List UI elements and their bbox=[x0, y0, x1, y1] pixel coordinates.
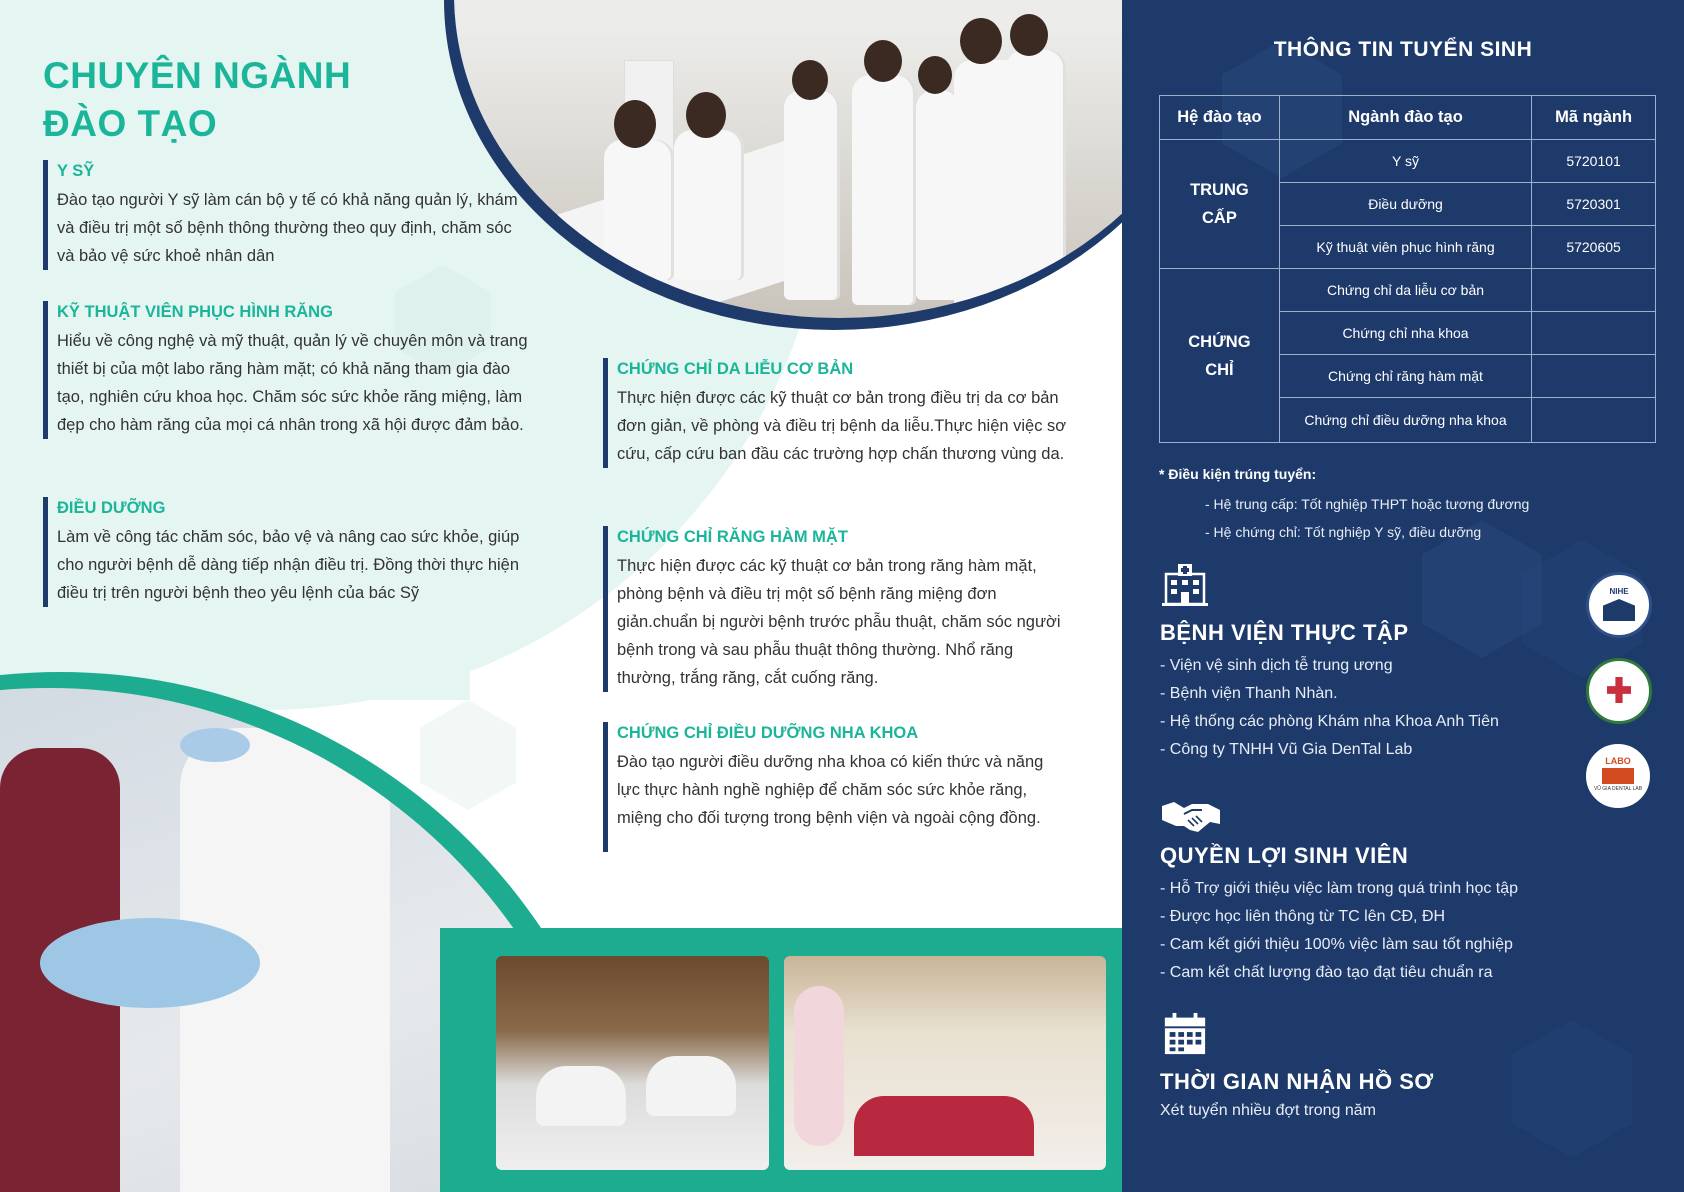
decorative-hexagon bbox=[1512, 1020, 1632, 1158]
main-title-line-2: ĐÀO TẠO bbox=[43, 103, 218, 144]
photo-person-head bbox=[864, 40, 902, 82]
logo-text-bottom: VŨ GIA DENTAL LAB bbox=[1593, 786, 1643, 792]
section-body: Thực hiện được các kỹ thuật cơ bản trong răng hàm mặt, phòng bệnh và điều trị một số bệnh răng miệng đơn giản.chuẩn bị người bệnh trước phẫu thuật, chăm sóc người bệnh trong và sau phẫu thuật thông thường. Nhổ răng thường, trắng răng, cắt cuống răng. bbox=[617, 557, 1061, 687]
table-header: Mã ngành bbox=[1532, 96, 1656, 140]
main-title-line-1: CHUYÊN NGÀNH bbox=[43, 55, 352, 96]
list-item: - Công ty TNHH Vũ Gia DenTal Lab bbox=[1160, 741, 1413, 758]
table-cell-code bbox=[1532, 269, 1656, 312]
benefits-section-title: QUYỀN LỢI SINH VIÊN bbox=[1160, 843, 1409, 868]
table-cell-code bbox=[1532, 398, 1656, 443]
section-heading: CHỨNG CHỈ RĂNG HÀM MẶT bbox=[617, 528, 848, 546]
section-heading: CHỨNG CHỈ DA LIỄU CƠ BẢN bbox=[617, 360, 854, 378]
section-body: Thực hiện được các kỹ thuật cơ bản trong điều trị da cơ bản đơn giản, về phòng và điều trị bệnh da liễu.Thực hiện việc sơ cứu, cấp cứu ban đầu các trường hợp chấn thương vùng da. bbox=[617, 389, 1067, 463]
gate-icon bbox=[1603, 599, 1635, 621]
table-cell-name: Chứng chỉ răng hàm mặt bbox=[1279, 355, 1531, 398]
group-label-line: CẤP bbox=[1201, 209, 1237, 227]
photo-person bbox=[1006, 50, 1066, 300]
clinic-photo-2 bbox=[784, 956, 1106, 1170]
list-item: - Hệ thống các phòng Khám nha Khoa Anh Tiên bbox=[1160, 713, 1499, 730]
photo-person-head bbox=[918, 56, 952, 94]
table-header: Hệ đào tạo bbox=[1160, 96, 1280, 140]
photo-person-head bbox=[792, 60, 828, 100]
time-text: Xét tuyển nhiều đợt trong năm bbox=[1160, 1102, 1376, 1119]
table-cell-code: 5720301 bbox=[1532, 183, 1656, 226]
group-label-line: CHỨNG bbox=[1188, 332, 1251, 351]
section-heading: KỸ THUẬT VIÊN PHỤC HÌNH RĂNG bbox=[57, 303, 333, 321]
main-title bbox=[43, 52, 351, 148]
table-cell-name: Y sỹ bbox=[1279, 140, 1531, 183]
calendar-icon bbox=[1162, 1012, 1208, 1056]
nihe-logo-text: NIHE bbox=[1609, 587, 1629, 596]
decorative-hexagon bbox=[420, 700, 516, 810]
table-cell-code bbox=[1532, 312, 1656, 355]
list-item: - Bệnh viện Thanh Nhàn. bbox=[1160, 685, 1338, 702]
table-cell-code: 5720605 bbox=[1532, 226, 1656, 269]
photo-dental-chair bbox=[646, 1056, 736, 1116]
time-section-title: THỜI GIAN NHẬN HỒ SƠ bbox=[1160, 1069, 1434, 1094]
condition-item: - Hệ chứng chỉ: Tốt nghiệp Y sỹ, điều dưỡng bbox=[1205, 524, 1482, 540]
table-cell-name: Kỹ thuật viên phục hình răng bbox=[1279, 226, 1531, 269]
conditions-heading: * Điều kiện trúng tuyển: bbox=[1159, 466, 1317, 482]
group-label-trung-cap bbox=[1160, 140, 1280, 269]
handshake-icon bbox=[1162, 800, 1220, 834]
photo-dental-chair bbox=[536, 1066, 626, 1126]
medical-cross-icon bbox=[1607, 677, 1631, 703]
list-item: - Cam kết chất lượng đào tạo đạt tiêu chuẩn ra bbox=[1160, 964, 1493, 981]
section-body: Đào tạo người Y sỹ làm cán bộ y tế có khả năng quản lý, khám và điều trị một số bệnh thông thường theo quy định, chăm sóc và bảo vệ sức khoẻ nhân dân bbox=[57, 191, 518, 265]
section-heading: CHỨNG CHỈ ĐIỀU DƯỠNG NHA KHOA bbox=[617, 724, 919, 742]
admission-title: THÔNG TIN TUYỂN SINH bbox=[1273, 38, 1533, 61]
thanh-nhan-hospital-logo bbox=[1586, 658, 1652, 724]
photo-staff-group bbox=[854, 1096, 1034, 1156]
section-ky-thuat-vien-phuc-hinh-rang bbox=[43, 301, 537, 439]
photo-person-head bbox=[614, 100, 656, 148]
section-body: Hiểu về công nghệ và mỹ thuật, quản lý về chuyên môn và trang thiết bị của một labo răng hàm mặt; có khả năng tham gia đào tạo, nghiên cứu khoa học. Chăm sóc sức khỏe răng miệng, làm đẹp cho hàm răng của mọi cá nhân trong xã hội được đảm bảo. bbox=[57, 332, 528, 434]
benefits-list bbox=[1160, 875, 1518, 987]
photo-person bbox=[784, 90, 840, 300]
hospital-icon bbox=[1162, 562, 1208, 606]
list-item: - Hỗ Trợ giới thiệu việc làm trong quá trình học tập bbox=[1160, 880, 1519, 897]
list-item: - Viện vệ sinh dịch tễ trung ương bbox=[1160, 657, 1393, 674]
photo-person-head bbox=[1010, 14, 1048, 56]
section-heading: Y SỸ bbox=[57, 162, 95, 180]
photo-patient-cap bbox=[40, 918, 260, 1008]
section-y-sy bbox=[43, 160, 527, 270]
photo-person bbox=[604, 140, 674, 280]
group-label-line: CHỈ bbox=[1205, 360, 1234, 379]
table-row bbox=[1160, 269, 1656, 312]
section-body: Đào tạo người điều dưỡng nha khoa có kiến thức và năng lực thực hành nghề nghiệp để chăm sóc sức khỏe răng, miệng cho đối tượng trong bệnh viện và ngoài cộng đồng. bbox=[617, 753, 1044, 827]
table-header-row bbox=[1160, 96, 1656, 140]
table-header: Ngành đào tạo bbox=[1279, 96, 1531, 140]
list-item: - Cam kết giới thiệu 100% việc làm sau tốt nghiệp bbox=[1160, 936, 1513, 953]
hospital-list bbox=[1160, 652, 1499, 764]
photo-person bbox=[852, 75, 916, 305]
section-body: Làm về công tác chăm sóc, bảo vệ và nâng cao sức khỏe, giúp cho người bệnh dễ dàng tiếp nhận điều trị. Đồng thời thực hiện điều trị trên người bệnh theo yêu lệnh của bác Sỹ bbox=[57, 528, 520, 602]
table-cell-name: Chứng chỉ da liễu cơ bản bbox=[1279, 269, 1531, 312]
hospital-section-title: BỆNH VIỆN THỰC TẬP bbox=[1160, 620, 1409, 645]
photo-person bbox=[674, 130, 744, 280]
clinic-photo-1 bbox=[496, 956, 769, 1170]
nihe-logo bbox=[1586, 572, 1652, 638]
group-label-line: TRUNG bbox=[1190, 181, 1249, 199]
students-photo-image bbox=[454, 0, 1122, 318]
vu-gia-dental-lab-logo bbox=[1586, 744, 1650, 808]
condition-item: - Hệ trung cấp: Tốt nghiệp THPT hoặc tương đương bbox=[1205, 496, 1530, 512]
table-cell-name: Điều dưỡng bbox=[1279, 183, 1531, 226]
table-cell-name: Chứng chỉ điều dưỡng nha khoa bbox=[1279, 398, 1531, 443]
table-cell-code: 5720101 bbox=[1532, 140, 1656, 183]
section-chung-chi-da-lieu bbox=[603, 358, 1067, 468]
table-row bbox=[1160, 140, 1656, 183]
photo-person-head bbox=[686, 92, 726, 138]
photo-person-head bbox=[960, 18, 1002, 64]
table-cell-name: Chứng chỉ nha khoa bbox=[1279, 312, 1531, 355]
photo-flowers bbox=[794, 986, 844, 1146]
table-cell-code bbox=[1532, 355, 1656, 398]
group-label-chung-chi bbox=[1160, 269, 1280, 443]
logo-mark bbox=[1602, 768, 1634, 784]
section-chung-chi-dieu-duong-nha-khoa bbox=[603, 722, 1067, 852]
students-photo bbox=[444, 0, 1122, 330]
section-dieu-duong bbox=[43, 497, 532, 607]
section-heading: ĐIỀU DƯỠNG bbox=[57, 499, 166, 517]
logo-text-top: LABO bbox=[1605, 756, 1631, 766]
list-item: - Được học liên thông từ TC lên CĐ, ĐH bbox=[1160, 908, 1446, 925]
admission-table bbox=[1159, 95, 1656, 443]
right-panel bbox=[1122, 0, 1684, 1192]
admission-conditions bbox=[1159, 466, 1659, 546]
photo-surgical-cap bbox=[180, 728, 250, 762]
section-chung-chi-rang-ham-mat bbox=[603, 526, 1067, 692]
